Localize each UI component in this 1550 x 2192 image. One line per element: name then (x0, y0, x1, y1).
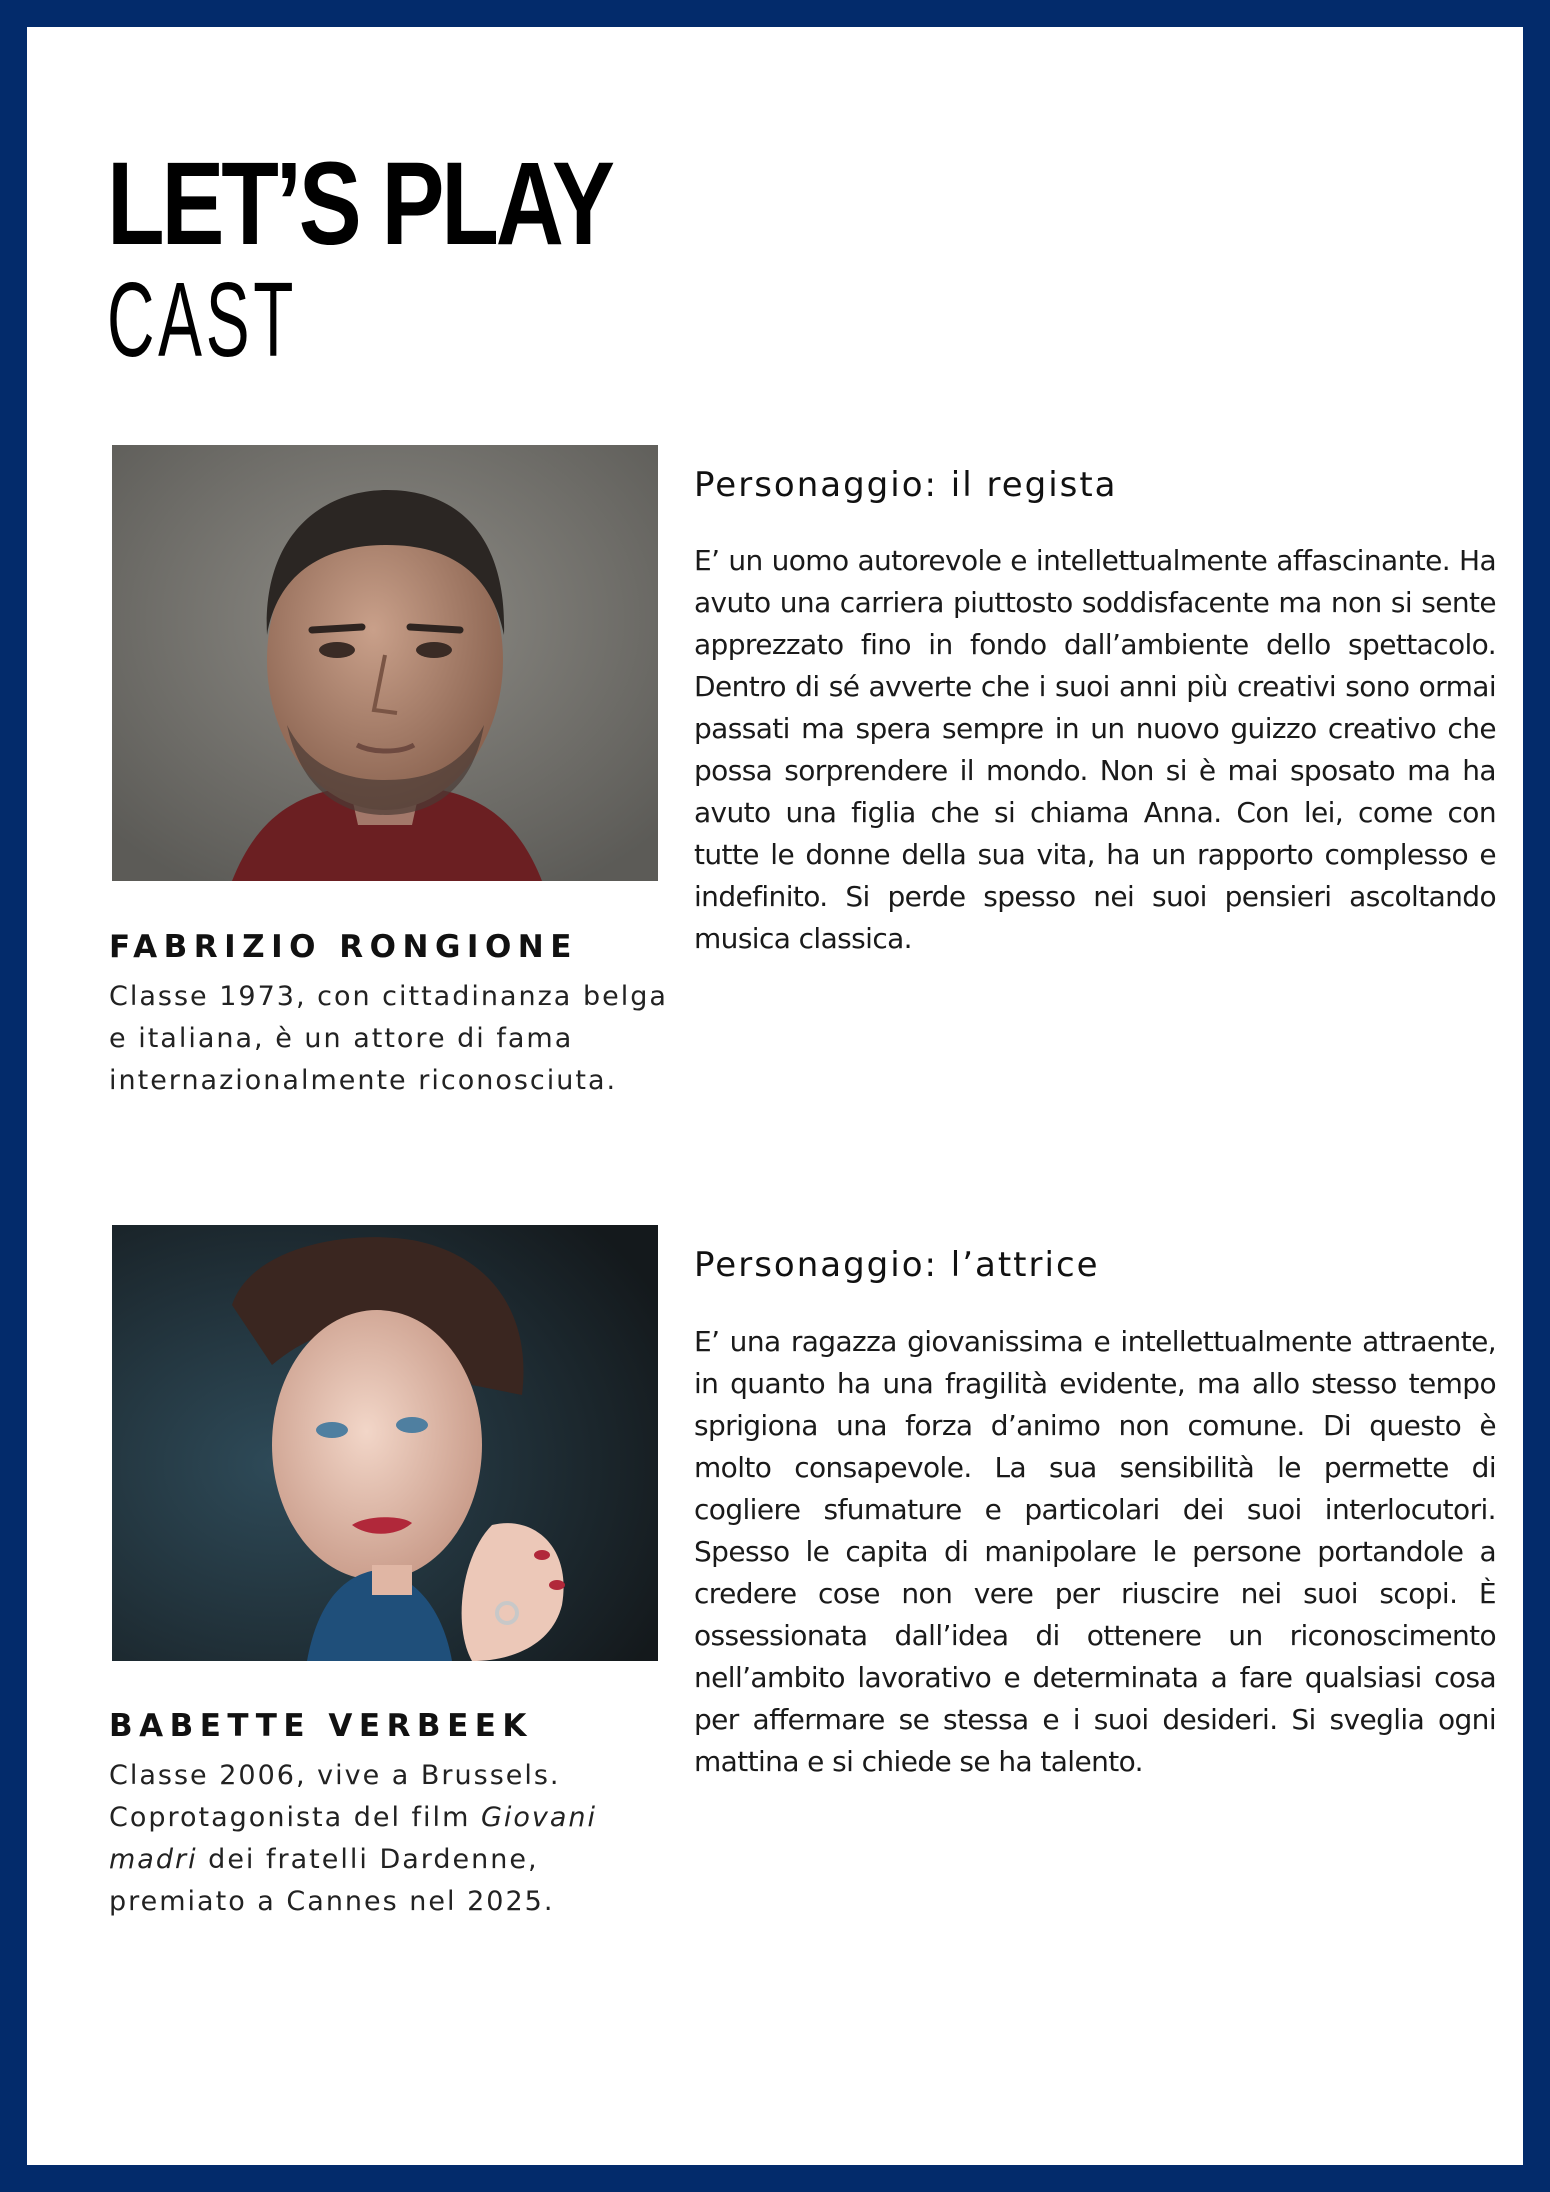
role-description: E’ un uomo autorevole e intellettualmente affascinante. Ha avuto una carriera piuttosto soddisfacente ma non si sente apprezzato fino in fondo dall’ambiente dello spettacolo. Dentro di sé avverte che i suoi anni più creativi sono ormai passati ma spera sempre in un nuovo guizzo creativo che possa sorprendere il mondo. Non si è mai sposato ma ha avuto una figlia che si chiama Anna. Con lei, come con tutte le donne della sua vita, ha un rapporto complesso e indefinito. Si perde spesso nei suoi pensieri ascoltando musica classica. (694, 544, 1496, 955)
page-title: LET’S PLAY (107, 138, 612, 270)
actor-bio-text: Classe 2006, vive a Brussels. Coprotagonista del film (109, 1760, 561, 1833)
actor-bio: Classe 1973, con cittadinanza belga e italiana, è un attore di fama internazionalmente riconosciuta. (109, 981, 668, 1096)
actor-bio (109, 1755, 669, 1923)
portrait-photo-woman-icon (112, 1225, 658, 1661)
actor-photo-babette (112, 1225, 658, 1661)
actor-photo-fabrizio (112, 445, 658, 881)
portrait-photo-man-icon (112, 445, 658, 881)
actor-name: BABETTE VERBEEK (109, 1708, 533, 1744)
film-title: Giovani madri (109, 1802, 598, 1875)
page-subtitle: CAST (107, 261, 298, 379)
actor-bio-text: dei fratelli Dardenne, premiato a Cannes nel 2025. (109, 1844, 555, 1917)
role-heading: Personaggio: l’attrice (694, 1245, 1100, 1285)
role-heading: Personaggio: il regista (694, 465, 1118, 505)
role-description: E’ una ragazza giovanissima e intellettualmente attraente, in quanto ha una fragilità evidente, ma allo stesso tempo sprigiona una forza d’animo non comune. Di questo è molto consapevole. La sua sensibilità le permette di cogliere sfumature e particolari dei suoi interlocutori. Spesso le capita di manipolare le persone portandole a credere cose non vere per riuscire nei suoi scopi. È ossessionata dall’idea di ottenere un riconoscimento nell’ambito lavorativo e determinata a fare qualsiasi cosa per affermare se stessa e i suoi desideri. Si sveglia ogni mattina e si chiede se ha talento. (694, 1325, 1496, 1778)
actor-name: FABRIZIO RONGIONE (109, 929, 578, 965)
